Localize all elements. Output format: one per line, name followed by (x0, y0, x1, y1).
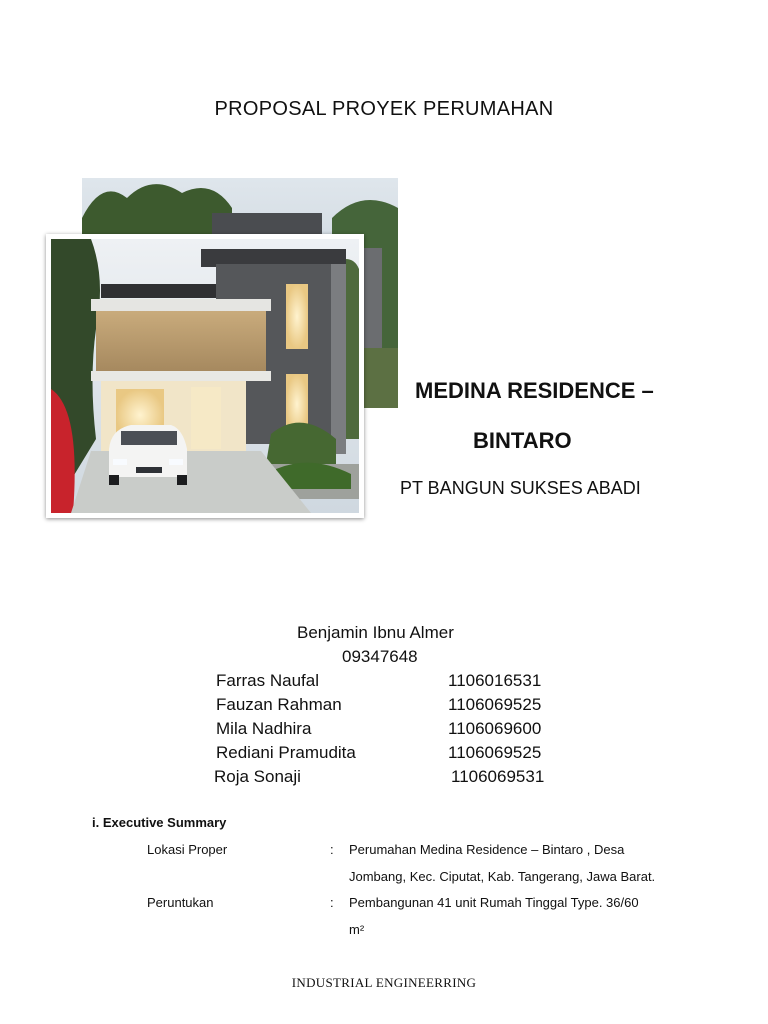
project-name-line2: BINTARO (473, 428, 572, 453)
summary-value: Pembangunan 41 unit Rumah Tinggal Type. 36/60 (349, 895, 639, 910)
summary-colon: : (330, 842, 334, 857)
document-title: PROPOSAL PROYEK PERUMAHAN (214, 98, 554, 120)
member-id: 1106069600 (448, 719, 542, 738)
summary-value: Jombang, Kec. Ciputat, Kab. Tangerang, Jawa Barat. (349, 869, 656, 884)
summary-value: Perumahan Medina Residence – Bintaro , Desa (349, 842, 625, 857)
member-name: Fauzan Rahman (216, 695, 342, 714)
presenter-name: Benjamin Ibnu Almer (297, 623, 454, 642)
member-name: Farras Naufal (216, 671, 319, 690)
house-photo (46, 234, 364, 518)
member-id: 1106069525 (448, 743, 542, 762)
executive-summary-heading: i. Executive Summary (92, 815, 227, 830)
summary-value: m² (349, 922, 365, 937)
member-name: Rediani Pramudita (216, 743, 356, 762)
member-id: 1106069531 (451, 767, 545, 786)
summary-label: Peruntukan (147, 895, 214, 910)
project-name-line1: MEDINA RESIDENCE – (415, 378, 654, 403)
member-id: 1106016531 (448, 671, 542, 690)
company-name: PT BANGUN SUKSES ABADI (400, 478, 641, 498)
summary-label: Lokasi Proper (147, 842, 228, 857)
page-footer: INDUSTRIAL ENGINEERRING (291, 975, 477, 990)
summary-colon: : (330, 895, 334, 910)
member-name: Mila Nadhira (216, 719, 312, 738)
member-name: Roja Sonaji (214, 767, 301, 786)
member-id: 1106069525 (448, 695, 542, 714)
presenter-id: 09347648 (342, 647, 418, 666)
